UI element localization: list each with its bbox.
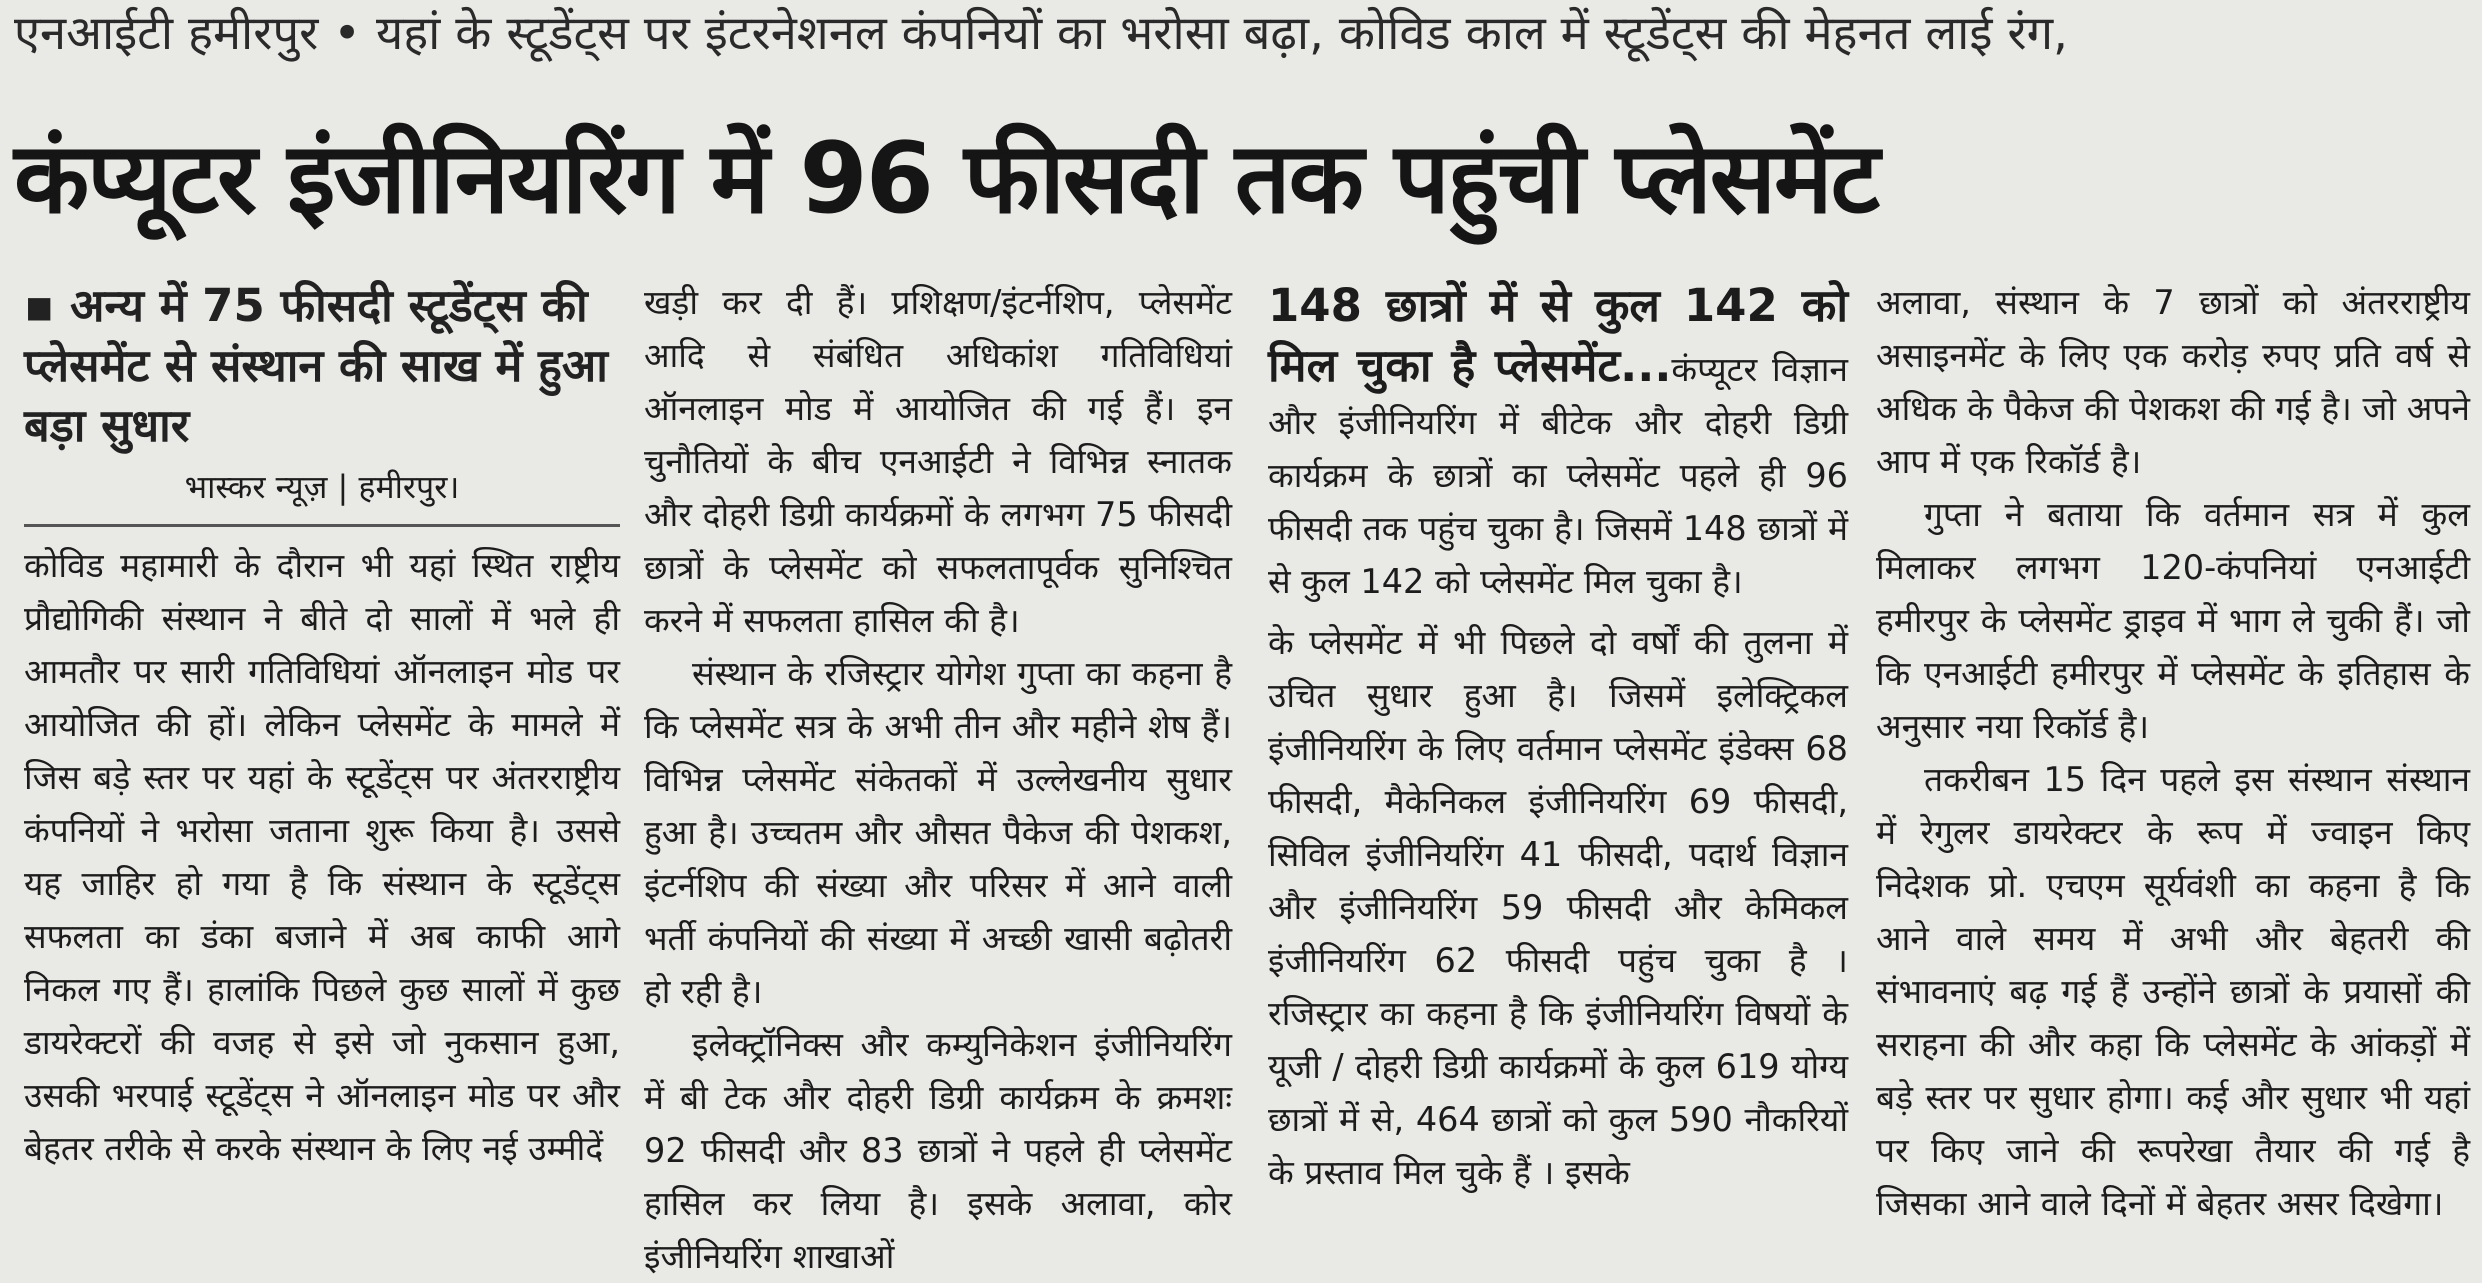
- divider: [24, 524, 620, 527]
- byline: भास्कर न्यूज़ | हमीरपुर।: [184, 468, 460, 506]
- column-3: [1268, 276, 1848, 1194]
- paragraph: संस्थान के रजिस्ट्रार योगेश गुप्ता का कहना है कि प्लेसमेंट सत्र के अभी तीन और महीने शेष हैं। विभिन्न प्लेसमेंट संकेतकों में उल्लेखनीय सुधार हुआ है। उच्चतम और औसत पैकेज की पेशकश, इंटर्नशिप की संख्या और परिसर में आने वाली भर्ती कंपनियों की संख्या में अच्छी खासी बढ़ोतरी हो रही है।: [644, 654, 1232, 1011]
- lead-paragraph: [1268, 276, 1848, 608]
- kicker-line: एनआईटी हमीरपुर • यहां के स्टूडेंट्स पर इंटरनेशनल कंपनियों का भरोसा बढ़ा, कोविड काल में स्टूडेंट्स की मेहनत लाई रंग,: [14, 6, 2068, 61]
- bullet-icon: ▪: [24, 279, 55, 332]
- column-2: [644, 276, 1232, 1276]
- paragraph: खड़ी कर दी हैं। प्रशिक्षण/इंटर्नशिप, प्लेसमेंट आदि से संबंधित अधिकांश गतिविधियां ऑनलाइन मोड में आयोजित की गई हैं। इन चुनौतियों के बीच एनआईटी ने विभिन्न स्नातक और दोहरी डिग्री कार्यक्रमों के लगभग 75 फीसदी छात्रों के प्लेसमेंट को सफलतापूर्वक सुनिश्चित करने में सफलता हासिल की है।: [644, 283, 1232, 640]
- paragraph: इलेक्ट्रॉनिक्स और कम्युनिकेशन इंजीनियरिंग में बी टेक और दोहरी डिग्री कार्यक्रम के क्रमशः 92 फीसदी और 83 छात्रों ने पहले ही प्लेसमेंट हासिल कर लिया है। इसके अलावा, कोर इंजीनियरिंग शाखाओं: [644, 1025, 1232, 1276]
- paragraph: गुप्ता ने बताया कि वर्तमान सत्र में कुल मिलाकर लगभग 120-कंपनियां एनआईटी हमीरपुर के प्लेसमेंट ड्राइव में भाग ले चुकी हैं। जो कि एनआईटी हमीरपुर में प्लेसमेंट के इतिहास के अनुसार नया रिकॉर्ड है।: [1876, 495, 2470, 746]
- subheadline-text: अन्य में 75 फीसदी स्टूडेंट्स की प्लेसमेंट से संस्थान की साख में हुआ बड़ा सुधार: [24, 279, 608, 452]
- subheadline: [24, 276, 620, 456]
- paragraph: तकरीबन 15 दिन पहले इस संस्थान संस्थान में रेगुलर डायरेक्टर के रूप में ज्वाइन किए निदेशक प्रो. एचएम सूर्यवंशी का कहना है कि आने वाले समय में अभी और बेहतरी की संभावनाएं बढ़ गई हैं उन्होंने छात्रों के प्रयासों की सराहना की और कहा कि प्लेसमेंट के आंकड़ों में बड़े स्तर पर सुधार होगा। कई और सुधार भी यहां पर किए जाने की रूपरेखा तैयार की गई है जिसका आने वाले दिनों में बेहतर असर दिखेगा।: [1876, 760, 2470, 1223]
- paragraph: अलावा, संस्थान के 7 छात्रों को अंतरराष्ट्रीय असाइनमेंट के लिए एक करोड़ रुपए प्रति वर्ष से अधिक के पैकेज की पेशकश की गई है। जो अपने आप में एक रिकॉर्ड है।: [1876, 283, 2470, 481]
- headline: कंप्यूटर इंजीनियरिंग में 96 फीसदी तक पहुंची प्लेसमेंट: [14, 122, 1879, 236]
- column-1: [24, 276, 620, 1194]
- paragraph: कोविड महामारी के दौरान भी यहां स्थित राष्ट्रीय प्रौद्योगिकी संस्थान ने बीते दो सालों में भले ही आमतौर पर सारी गतिविधियां ऑनलाइन मोड पर आयोजित की हों। लेकिन प्लेसमेंट के मामले में जिस बड़े स्तर पर यहां के स्टूडेंट्स पर अंतरराष्ट्रीय कंपनियों ने भरोसा जताना शुरू किया है। उससे यह जाहिर हो गया है कि संस्थान के स्टूडेंट्स सफलता का डंका बजाने में अब काफी आगे निकल गए हैं। हालांकि पिछले कुछ सालों में कुछ डायरेक्टरों की वजह से इसे जो नुकसान हुआ, उसकी भरपाई स्टूडेंट्स ने ऑनलाइन मोड पर और बेहतर तरीके से करके संस्थान के लिए नई उम्मीदें: [24, 546, 620, 1168]
- paragraph: के प्लेसमेंट में भी पिछले दो वर्षों की तुलना में उचित सुधार हुआ है। जिसमें इलेक्ट्रिकल इंजीनियरिंग के लिए वर्तमान प्लेसमेंट इंडेक्स 68 फीसदी, मैकेनिकल इंजीनियरिंग 69 फीसदी, सिविल इंजीनियरिंग 41 फीसदी, पदार्थ विज्ञान और इंजीनियरिंग 59 फीसदी और केमिकल इंजीनियरिंग 62 फीसदी पहुंच चुका है । रजिस्ट्रार का कहना है कि इंजीनियरिंग विषयों के यूजी / दोहरी डिग्री कार्यक्रमों के कुल 619 योग्य छात्रों में से, 464 छात्रों को कुल 590 नौकरियों के प्रस्ताव मिल चुके हैं । इसके: [1268, 623, 1848, 1192]
- column-4: [1876, 276, 2470, 1223]
- lead-heading: 148 छात्रों में से कुल 142 को मिल चुका है प्लेसमेंट...: [1268, 279, 1848, 392]
- lead-text: कंप्यूटर विज्ञान और इंजीनियरिंग में बीटेक और दोहरी डिग्री कार्यक्रम के छात्रों का प्लेसमेंट पहले ही 96 फीसदी तक पहुंच चुका है। जिसमें 148 छात्रों में से कुल 142 को प्लेसमेंट मिल चुका है।: [1268, 350, 1849, 601]
